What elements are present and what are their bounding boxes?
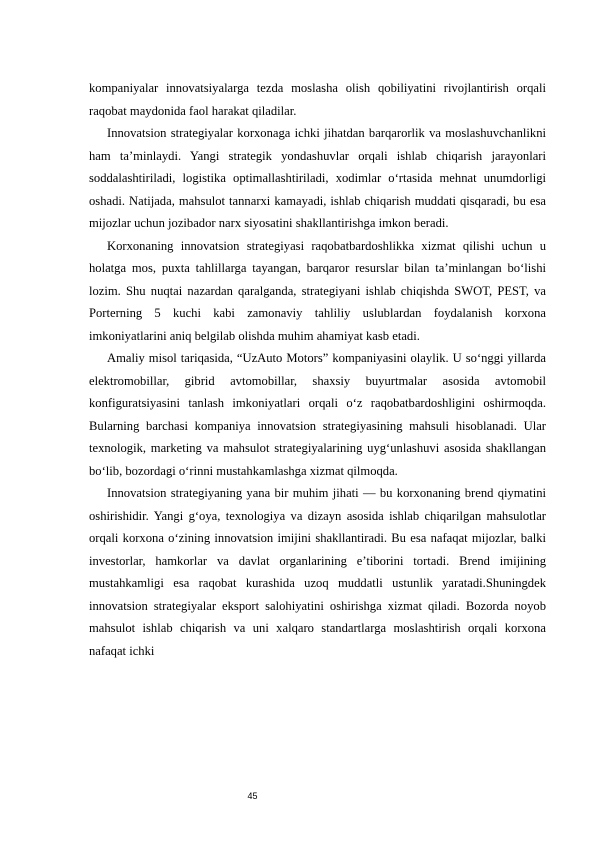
page-number-footer [0,791,595,801]
paragraph-3: Korxonaning innovatsion strategiyasi raqobatbardoshlikka xizmat qilishi uchun u holatga mos, puxta tahlillarga tayangan, barqaror resurslar bilan ta’minlangan bo‘lishi lozim. Shu nuqtai nazardan qaralganda, strategiyani ishlab chiqishda SWOT, PEST, va Porterning 5 kuchi kabi zamonaviy tahliliy uslublardan foydalanish korxona imkoniyatlarini aniq belgilab olishda muhim ahamiyat kasb etadi. [89,238,546,343]
document-page [89,77,546,662]
paragraph-4: Amaliy misol tariqasida, “UzAuto Motors” kompaniyasini olaylik. U so‘nggi yillarda elektromobillar, gibrid avtomobillar, shaxsiy buyurtmalar asosida avtomobil konfiguratsiyasini tanlash imkoniyatlari orqali o‘z raqobatbardoshligini oshirmoqda. Bularning barchasi kompaniya innovatsion strategiyasining mahsuli hisoblanadi. Ular texnologik, marketing va mahsulot strategiyalarining uyg‘unlashuvi asosida shakllangan bo‘lib, bozordagi o‘rinni mustahkamlashga xizmat qilmoqda. [89,351,546,478]
paragraph-1: kompaniyalar innovatsiyalarga tezda moslasha olish qobiliyatini rivojlantirish orqali raqobat maydonida faol harakat qiladilar. [89,81,546,118]
paragraph-2: Innovatsion strategiyalar korxonaga ichki jihatdan barqarorlik va moslashuvchanlikni ham ta’minlaydi. Yangi strategik yondashuvlar orqali ishlab chiqarish jarayonlari soddalashtiriladi, logistika optimallashtiriladi, xodimlar o‘rtasida mehnat unumdorligi oshadi. Natijada, mahsulot tannarxi kamayadi, ishlab chiqarish muddati qisqaradi, bu esa mijozlar uchun jozibador narx siyosatini shakllantirishga imkon beradi. [89,126,546,230]
paragraph-5: Innovatsion strategiyaning yana bir muhim jihati — bu korxonaning brend qiymatini oshirishidir. Yangi g‘oya, texnologiya va dizayn asosida ishlab chiqarilgan mahsulotlar orqali korxona o‘zining innovatsion imijini shakllantiradi. Bu esa nafaqat mijozlar, balki investorlar, hamkorlar va davlat organlarining e’tiborini tortadi. Brend imijining mustahkamligi esa raqobat kurashida uzoq muddatli ustunlik yaratadi.Shuningdek innovatsion strategiyalar eksport salohiyatini oshirishga xizmat qiladi. Bozorda noyob mahsulot ishlab chiqarish va uni xalqaro standartlarga moslashtirish orqali korxona nafaqat ichki [89,486,546,658]
page-number: 45 [247,791,258,801]
